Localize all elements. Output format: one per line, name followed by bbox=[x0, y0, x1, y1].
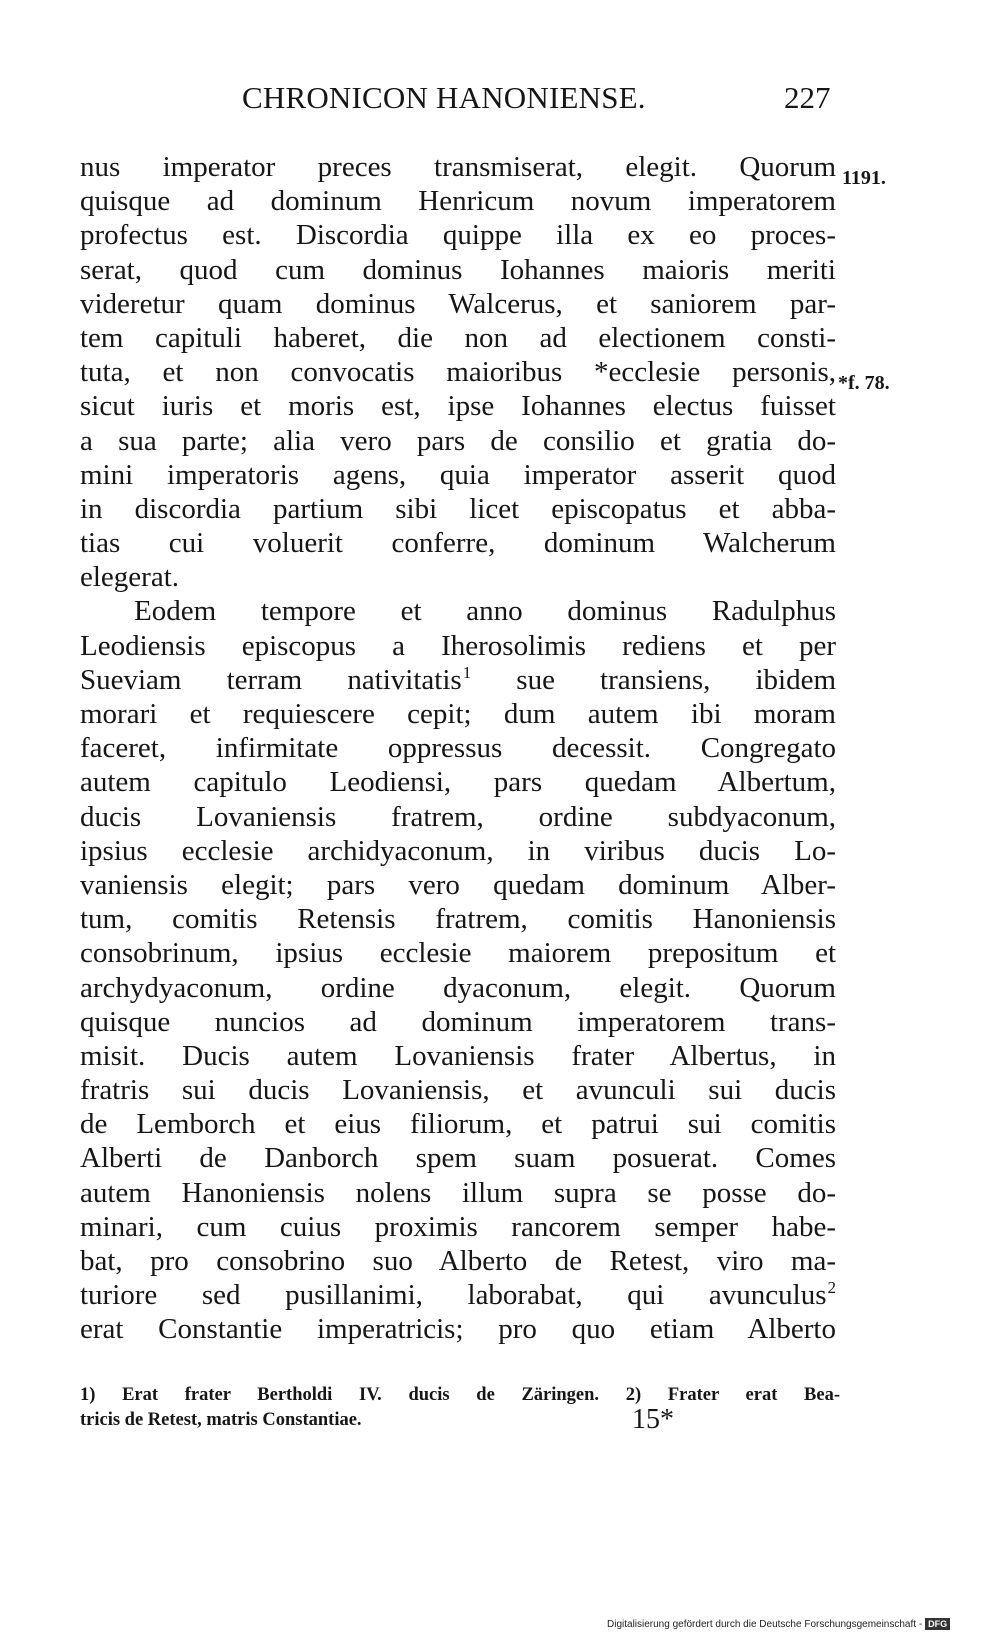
text-line: consobrinum, ipsius ecclesie maiorem prepositum et bbox=[80, 937, 836, 970]
margin-note-year: 1191. bbox=[842, 167, 886, 189]
text-line: fratris sui ducis Lovaniensis, et avunculi sui ducis bbox=[80, 1074, 836, 1107]
text-line: quisque ad dominum Henricum novum imperatorem bbox=[80, 185, 836, 218]
text-line: tias cui voluerit conferre, dominum Walcherum bbox=[80, 527, 836, 560]
text-line: sicut iuris et moris est, ipse Iohannes electus fuisset bbox=[80, 390, 836, 423]
text-line: elegerat. bbox=[80, 561, 180, 594]
text-line: ducis Lovaniensis fratrem, ordine subdyaconum, bbox=[80, 800, 836, 833]
text-line: archydyaconum, ordine dyaconum, elegit. Quorum bbox=[80, 971, 836, 1004]
text-line: tem capituli haberet, die non ad electionem consti- bbox=[80, 321, 836, 354]
text-line: autem capitulo Leodiensi, pars quedam Albertum, bbox=[80, 766, 836, 799]
text-line bbox=[80, 663, 836, 697]
footnote-line bbox=[80, 1383, 840, 1408]
text-line: misit. Ducis autem Lovaniensis frater Albertus, in bbox=[80, 1039, 836, 1072]
footnote-line: tricis de Retest, matris Constantiae. bbox=[80, 1410, 362, 1430]
text-line: morari et requiescere cepit; dum autem ibi moram bbox=[80, 698, 836, 730]
text-line: ipsius ecclesie archidyaconum, in viribus ducis Lo- bbox=[80, 834, 836, 867]
digitization-credit: Digitalisierung gefördert durch die Deutsche Forschungsgemeinschaft - bbox=[607, 1619, 923, 1630]
text-segment: sue transiens, ibidem bbox=[516, 663, 837, 696]
text-line: tum, comitis Retensis fratrem, comitis Hanoniensis bbox=[80, 903, 836, 936]
dfg-logo: DFG bbox=[925, 1618, 950, 1630]
text-line: quisque nuncios ad dominum imperatorem trans- bbox=[80, 1005, 836, 1038]
page-number: 227 bbox=[784, 80, 831, 115]
text-line: faceret, infirmitate oppressus decessit. Congregato bbox=[80, 732, 836, 765]
text-line: bat, pro consobrino suo Alberto de Retest, viro ma- bbox=[80, 1245, 836, 1277]
footnote-2-start: 2) Frater erat Bea- bbox=[625, 1385, 841, 1405]
text-line: Eodem tempore et anno dominus Radulphus bbox=[134, 595, 836, 628]
text-line: de Lemborch et eius filiorum, et patrui sui comitis bbox=[80, 1108, 836, 1141]
footnotes bbox=[80, 1383, 840, 1433]
text-line: profectus est. Discordia quippe illa ex eo proces- bbox=[80, 219, 836, 252]
footnote-ref-2[interactable]: 2 bbox=[827, 1278, 836, 1298]
text-line: vaniensis elegit; pars vero quedam dominum Alber- bbox=[80, 868, 836, 901]
text-line: videretur quam dominus Walcerus, et saniorem par- bbox=[80, 287, 836, 320]
text-line: erat Constantie imperatricis; pro quo etiam Alberto bbox=[80, 1313, 836, 1346]
text-line: autem Hanoniensis nolens illum supra se posse do- bbox=[80, 1176, 836, 1209]
body-text bbox=[80, 150, 836, 1347]
digitization-footer bbox=[607, 1618, 950, 1630]
text-line: minari, cum cuius proximis rancorem semper habe- bbox=[80, 1210, 836, 1243]
text-line: serat, quod cum dominus Iohannes maioris meriti bbox=[80, 253, 836, 286]
text-line: in discordia partium sibi licet episcopatus et abba- bbox=[80, 492, 836, 525]
text-segment: Sueviam terram nativitatis bbox=[80, 663, 462, 696]
text-segment: turiore sed pusillanimi, laborabat, qui avunculus bbox=[80, 1279, 827, 1312]
footnote-ref-1[interactable]: 1 bbox=[462, 662, 472, 682]
text-line: a sua parte; alia vero pars de consilio et gratia do- bbox=[80, 424, 836, 457]
text-line: Alberti de Danborch spem suam posuerat. Comes bbox=[80, 1142, 836, 1175]
text-line: nus imperator preces transmiserat, elegit. Quorum bbox=[80, 151, 836, 183]
text-line: Leodiensis episcopus a Iherosolimis rediens et per bbox=[80, 629, 836, 662]
text-line: tuta, et non convocatis maioribus *ecclesie personis, bbox=[80, 356, 836, 389]
text-line: mini imperatoris agens, quia imperator asserit quod bbox=[80, 458, 836, 491]
signature-mark: 15* bbox=[632, 1404, 674, 1435]
margin-note-folio: *f. 78. bbox=[838, 372, 890, 394]
footnote-1: 1) Erat frater Bertholdi IV. ducis de Zäringen. bbox=[80, 1385, 600, 1405]
text-line bbox=[80, 1278, 836, 1312]
running-head: CHRONICON HANONIENSE. bbox=[242, 80, 646, 115]
